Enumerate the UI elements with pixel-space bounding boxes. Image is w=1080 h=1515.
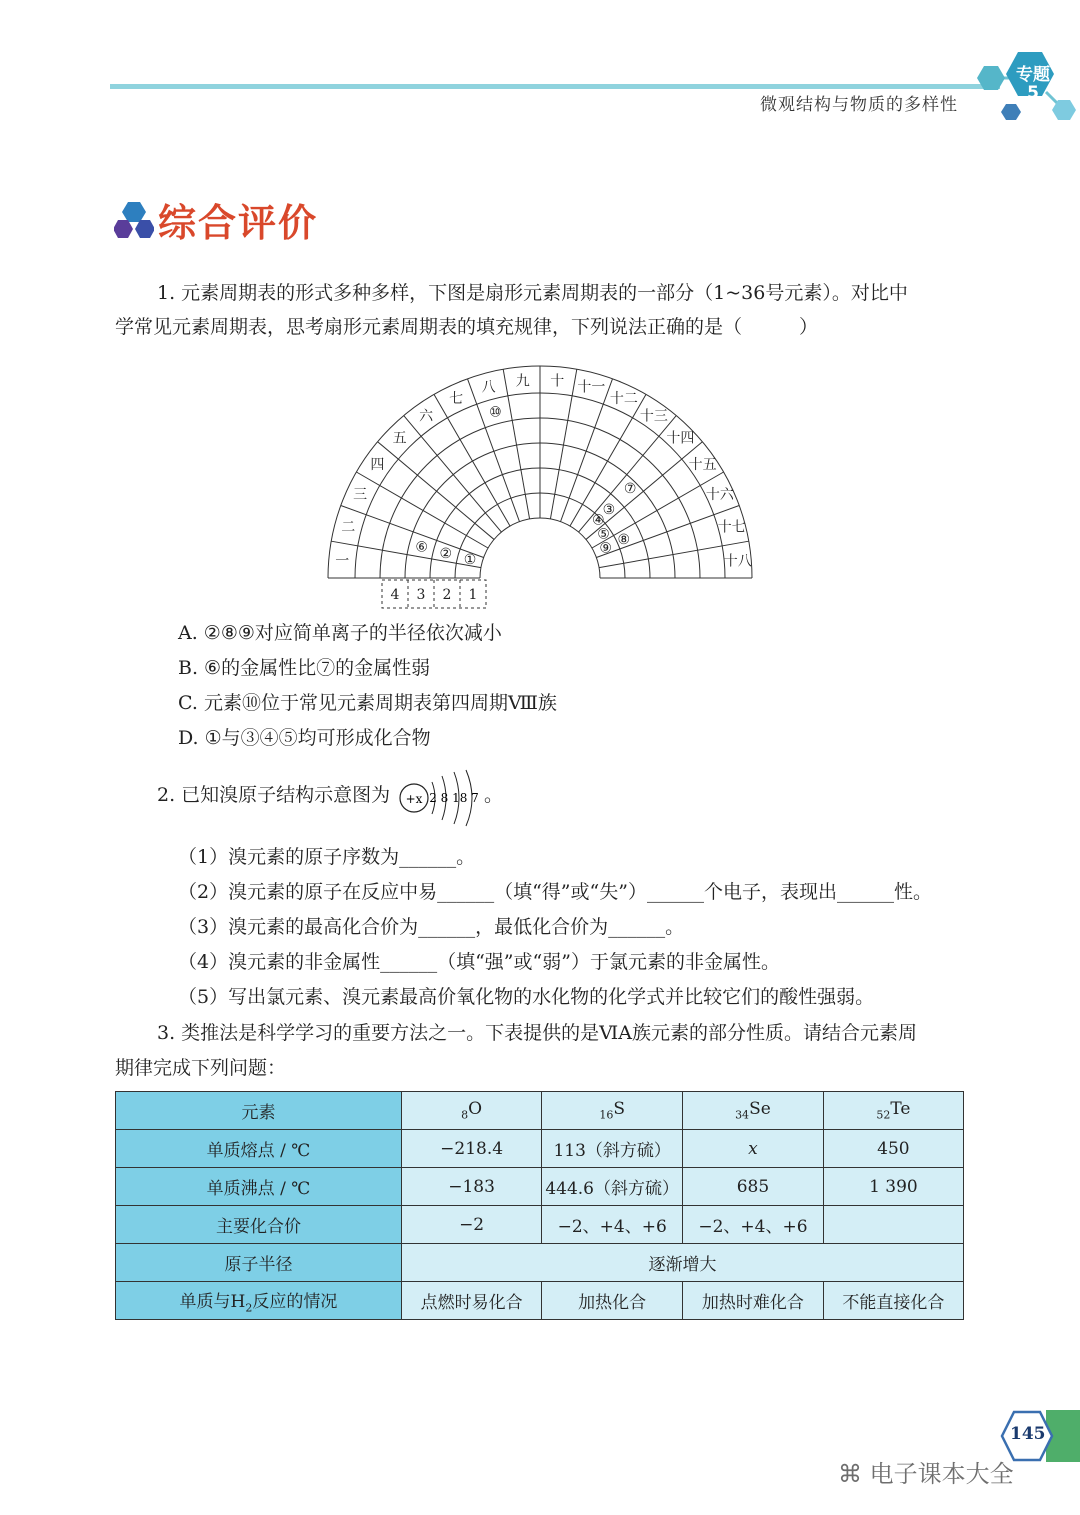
table-row: [116, 1168, 964, 1206]
fan-group-label: 十七: [717, 519, 746, 536]
fan-group-label: 十六: [705, 487, 734, 504]
fan-marker: ②: [439, 545, 453, 562]
chapter-subtitle: 微观结构与物质的多样性: [760, 95, 958, 115]
atom-shells: 2 8 18 7: [429, 791, 479, 805]
fan-group-label: 三: [353, 487, 368, 504]
table-cell: −2: [401, 1206, 541, 1244]
wechat-icon: ⌘: [838, 1460, 862, 1488]
fan-marker: ⑤: [597, 526, 610, 543]
fan-arc: [480, 518, 600, 578]
table-cell: −183: [401, 1168, 541, 1206]
q2-item-2: （2）溴元素的原子在反应中易______（填“得”或“失”）______个电子，表现出______性。: [178, 881, 932, 903]
period-label: 4: [390, 587, 400, 603]
page-number: 145: [1010, 1424, 1046, 1444]
q2-end-punct: 。: [484, 784, 504, 806]
q1-option-c: C. 元素⑩位于常见元素周期表第四周期Ⅷ族: [178, 692, 557, 714]
q1-option-d: D. ①与③④⑤均可形成化合物: [178, 727, 431, 749]
row-label: 原子半径: [116, 1244, 402, 1282]
table-element-o: $_8$O: [401, 1092, 541, 1130]
chapter-badge-text: [1008, 66, 1058, 102]
fan-spoke: [356, 472, 488, 548]
table-cell: 685: [683, 1168, 824, 1206]
table-row: [116, 1282, 964, 1320]
fan-group-label: 十四: [666, 430, 695, 447]
table-row: [116, 1130, 964, 1168]
q2-intro: 2. 已知溴原子结构示意图为: [157, 784, 391, 806]
row-label: 主要化合价: [116, 1206, 402, 1244]
group-via-table: [115, 1091, 964, 1320]
table-row: [116, 1206, 964, 1244]
fan-group-label: 七: [449, 391, 464, 408]
q1-option-b: B. ⑥的金属性比⑦的金属性弱: [178, 657, 431, 679]
section-title: 综合评价: [158, 201, 319, 245]
fan-group-label: 十五: [688, 457, 717, 474]
fan-marker: ①: [463, 552, 477, 569]
q2-item-1: （1）溴元素的原子序数为______。: [178, 846, 476, 868]
table-cell: 1 390: [823, 1168, 963, 1206]
fan-group-label: 八: [481, 379, 496, 396]
fan-group-label: 十三: [639, 408, 668, 425]
bromine-atom-diagram: [396, 768, 496, 828]
fan-group-label: 五: [392, 430, 407, 447]
table-cell: 444.6（斜方硫）: [542, 1168, 683, 1206]
fan-group-label: 十二: [609, 391, 638, 408]
table-row: [116, 1092, 964, 1130]
period-label: 3: [416, 587, 426, 603]
fan-group-label: 二: [341, 519, 356, 536]
table-cell: −218.4: [401, 1130, 541, 1168]
q1-option-a: A. ②⑧⑨对应简单离子的半径依次减小: [178, 622, 502, 644]
table-cell: 不能直接化合: [823, 1282, 963, 1320]
fan-marker: ⑧: [617, 531, 631, 548]
fan-group-label: 九: [515, 373, 530, 390]
table-cell: 点燃时易化合: [401, 1282, 541, 1320]
watermark: [838, 1454, 1014, 1489]
table-header-label: 元素: [116, 1092, 402, 1130]
fan-group-label: 四: [370, 457, 385, 474]
chapter-number: 5: [1027, 83, 1039, 103]
table-cell: [823, 1206, 963, 1244]
q2-item-4: （4）溴元素的非金属性______（填“强”或“弱”）于氯元素的非金属性。: [178, 951, 780, 973]
table-cell: −2、+4、+6: [542, 1206, 683, 1244]
fan-marker: ⑩: [489, 404, 502, 421]
row-label: 单质与$H_2$反应的情况: [116, 1282, 402, 1320]
fan-periodic-table: [320, 345, 760, 615]
q1-line1: 1. 元素周期表的形式多种多样，下图是扇形元素周期表的一部分（1~36号元素）。对比中: [157, 282, 908, 304]
fan-group-label: 六: [419, 408, 434, 425]
table-element-te: $_{52}$Te: [823, 1092, 963, 1130]
fan-marker: ③: [602, 502, 616, 519]
fan-group-label: 十八: [723, 553, 752, 570]
period-label: 1: [468, 587, 478, 603]
q1-line2: 学常见元素周期表，思考扇形元素周期表的填充规律，下列说法正确的是（ ）: [115, 316, 819, 338]
fan-group-label: 十一: [577, 379, 606, 396]
table-cell: 加热化合: [542, 1282, 683, 1320]
table-cell: x: [683, 1130, 824, 1168]
table-row: [116, 1244, 964, 1282]
header-rule: [110, 84, 1000, 89]
q3-line1: 3. 类推法是科学学习的重要方法之一。下表提供的是ⅥA族元素的部分性质。请结合元素周: [157, 1022, 918, 1044]
table-cell: 加热时难化合: [683, 1282, 824, 1320]
row-label: 单质熔点 / ℃: [116, 1130, 402, 1168]
table-cell: −2、+4、+6: [683, 1206, 824, 1244]
hexagon-cluster-icon: [114, 200, 154, 240]
chapter-label: 专题: [1016, 65, 1050, 85]
period-label: 2: [442, 587, 452, 603]
q2-item-3: （3）溴元素的最高化合价为______，最低化合价为______。: [178, 916, 685, 938]
table-element-s: $_{16}$S: [542, 1092, 683, 1130]
atom-nucleus: +x: [405, 792, 423, 806]
table-cell: 113（斜方硫）: [542, 1130, 683, 1168]
table-element-se: $_{34}$Se: [683, 1092, 824, 1130]
fan-group-label: 一: [335, 553, 350, 570]
watermark-text: 电子课本大全: [869, 1460, 1014, 1488]
fan-group-label: 十: [550, 373, 565, 390]
fan-marker: ④: [592, 512, 605, 529]
table-cell: 450: [823, 1130, 963, 1168]
fan-marker: ⑨: [599, 540, 612, 557]
row-label: 单质沸点 / ℃: [116, 1168, 402, 1206]
fan-marker: ⑥: [415, 539, 428, 556]
table-cell-radius: 逐渐增大: [401, 1244, 963, 1282]
q3-line2: 期律完成下列问题：: [115, 1057, 287, 1079]
q2-item-5: （5）写出氯元素、溴元素最高价氧化物的水化物的化学式并比较它们的酸性强弱。: [178, 986, 875, 1008]
fan-marker: ⑦: [623, 480, 637, 497]
